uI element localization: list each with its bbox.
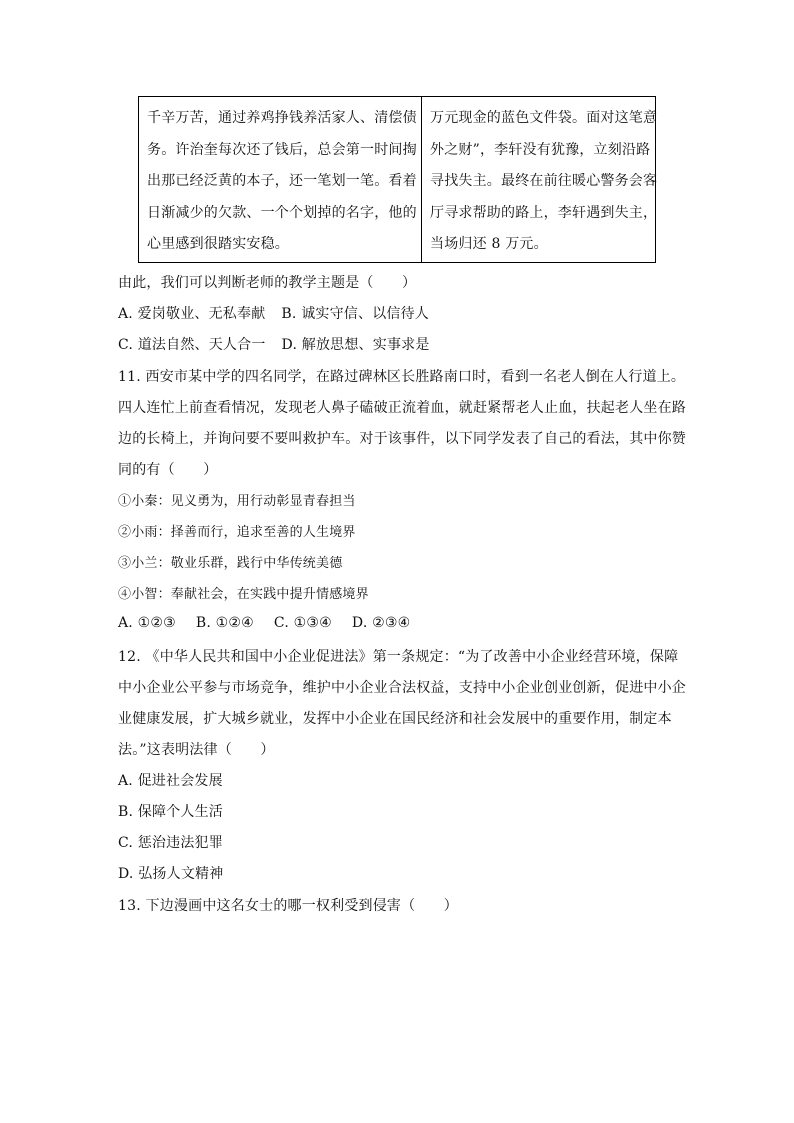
story-line: 厅寻求帮助的路上，李轩遇到失主， [430,204,658,221]
story-line: 当场归还 8 万元。 [430,236,548,252]
story-line: 务。许治奎每次还了钱后，总会第一时间掏 [147,141,417,158]
q10-option-b[interactable]: B. 诚实守信、以信待人 [281,306,430,322]
q12-line: 法。”这表明法律（ ） [118,742,275,758]
q10-options-row-1 [118,303,429,323]
q10-option-d[interactable]: D. 解放思想、实事求是 [281,337,430,353]
q13-stem: 13. 下边漫画中这名女士的哪一权利受到侵害（ ） [118,898,458,914]
q10-option-c[interactable]: C. 道法自然、天人合一 [118,337,266,353]
q11-line: 四人连忙上前查看情况，发现老人鼻子磕破正流着血，就赶紧帮老人止血，扶起老人坐在路 [118,400,686,416]
q11-line: 同的有（ ） [118,462,218,478]
q12-option-b[interactable]: B. 保障个人生活 [118,804,223,820]
story-line: 寻找失主。最终在前往暖心警务会客 [430,173,658,189]
q11-statement: ②小雨：择善而行，追求至善的人生境界 [118,525,356,540]
story-table [138,96,656,263]
q10-options-row-2 [118,334,430,354]
q11-line: 边的长椅上，并询问要不要叫救护车。对于该事件，以下同学发表了自己的看法，其中你赞 [118,431,686,447]
story-line: 千辛万苦，通过养鸡挣钱养活家人、清偿债 [147,110,417,126]
q11-statement: ④小智：奉献社会，在实践中提升情感境界 [118,587,369,602]
q11-line: 11. 西安市某中学的四名同学，在路过碑林区长胜路南口时，看到一名老人倒在人行道上。 [118,369,686,385]
q11-options-row [118,615,410,631]
story-line: 日渐减少的欠款、一个个划掉的名字，他的 [147,204,417,221]
q12-line: 业健康发展，扩大城乡就业，发挥中小企业在国民经济和社会发展中的重要作用，制定本 [118,711,672,727]
story-cell-left [139,97,422,262]
q11-option-b[interactable]: B. ①②④ [195,615,254,631]
q10-option-a[interactable]: A. 爱岗敬业、无私奉献 [118,306,266,322]
q12-line: 12. 《中华人民共和国中小企业促进法》第一条规定：“为了改善中小企业经营环境，保障 [118,649,679,665]
q12-option-c[interactable]: C. 惩治违法犯罪 [118,835,223,851]
story-line: 外之财”，李轩没有犹豫，立刻沿路 [430,141,651,158]
q11-statement: ③小兰：敬业乐群，践行中华传统美德 [118,556,343,571]
q11-option-c[interactable]: C. ①③④ [273,615,332,631]
q11-statement: ①小秦：见义勇为，用行动彰显青春担当 [118,494,356,509]
story-line: 心里感到很踏实安稳。 [147,236,289,252]
q11-option-a[interactable]: A. ①②③ [118,615,176,631]
q12-line: 中小企业公平参与市场竞争，维护中小企业合法权益，支持中小企业创业创新，促进中小企 [118,680,686,696]
story-line: 出那已经泛黄的本子，还一笔划一笔。看着 [147,173,417,189]
q12-option-d[interactable]: D. 弘扬人文精神 [118,866,224,882]
q12-option-a[interactable]: A. 促进社会发展 [118,773,223,789]
story-cell-right [422,97,658,262]
q10-stem: 由此，我们可以判断老师的教学主题是（ ） [118,275,417,291]
q11-option-d[interactable]: D. ②③④ [351,615,411,631]
story-line: 万元现金的蓝色文件袋。面对这笔意 [430,110,658,126]
